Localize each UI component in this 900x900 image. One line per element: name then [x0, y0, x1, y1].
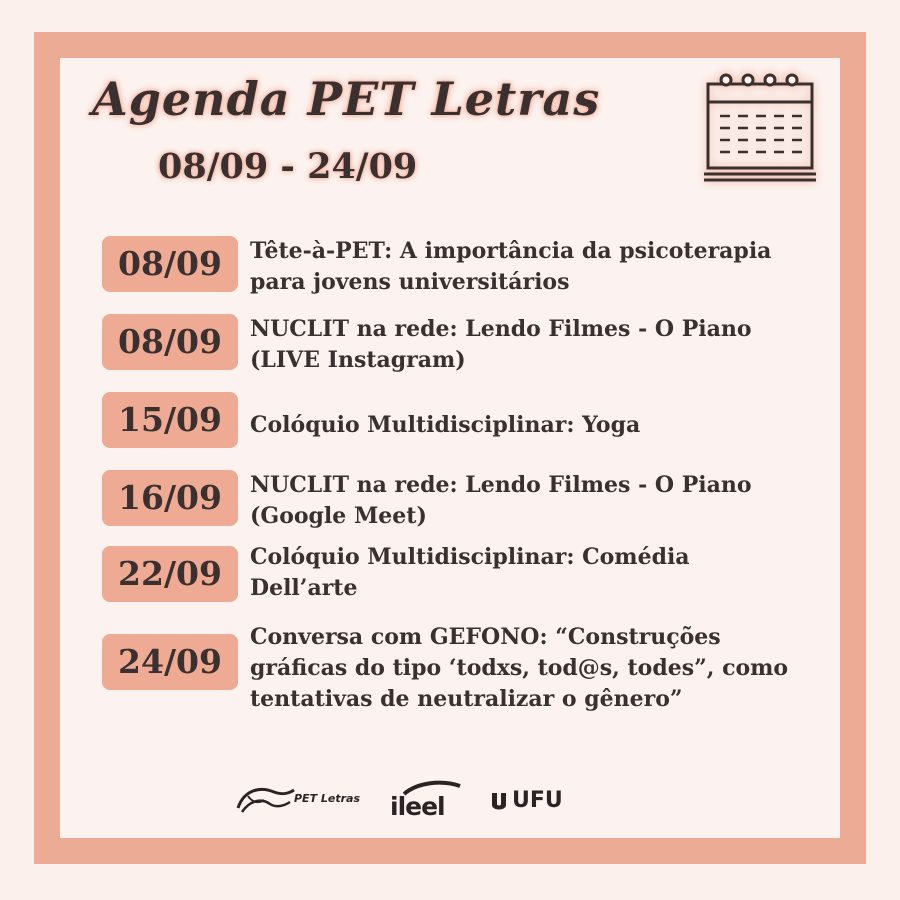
- partner-logos: [234, 776, 594, 830]
- event-description: [250, 236, 820, 298]
- pet-letras-logo-text: PET Letras: [294, 792, 361, 805]
- event-line: Colóquio Multidisciplinar: Comédia: [250, 544, 690, 570]
- event-item: [102, 470, 822, 532]
- ufu-emblem-icon: [490, 791, 508, 813]
- event-description: [250, 314, 820, 376]
- ufu-logo-text: UFU: [512, 788, 563, 813]
- event-description: [250, 410, 820, 441]
- event-line: para jovens universitários: [250, 269, 570, 295]
- event-item: [102, 314, 822, 376]
- event-date-badge: 22/09: [102, 546, 238, 602]
- event-line: Conversa com GEFONO: “Construções: [250, 624, 721, 650]
- event-line: Colóquio Multidisciplinar: Yoga: [250, 412, 641, 438]
- poster-title: Agenda PET Letras: [92, 72, 601, 126]
- event-line: tentativas de neutralizar o gênero”: [250, 686, 683, 712]
- event-description: [250, 470, 820, 532]
- event-description: [250, 542, 820, 604]
- event-date-badge: 15/09: [102, 392, 238, 448]
- event-date-badge: 08/09: [102, 236, 238, 292]
- date-range: 08/09 - 24/09: [158, 146, 418, 187]
- event-date-badge: 24/09: [102, 634, 238, 690]
- ileel-logo-text: ileel: [390, 792, 445, 821]
- pet-letras-logo: [234, 782, 364, 816]
- event-line: Tête-à-PET: A importância da psicoterapia: [250, 238, 772, 264]
- event-date-badge: 08/09: [102, 314, 238, 370]
- event-line: (LIVE Instagram): [250, 347, 466, 373]
- event-item: [102, 392, 822, 454]
- ileel-logo: [390, 776, 460, 830]
- event-line: Dell’arte: [250, 575, 358, 601]
- event-item: [102, 546, 822, 608]
- event-item: [102, 236, 822, 298]
- event-item: [102, 624, 822, 712]
- ufu-logo: [490, 788, 590, 818]
- event-description: [250, 622, 820, 715]
- event-line: NUCLIT na rede: Lendo Filmes - O Piano: [250, 316, 752, 342]
- event-line: NUCLIT na rede: Lendo Filmes - O Piano: [250, 472, 752, 498]
- calendar-icon: [700, 72, 822, 184]
- event-line: (Google Meet): [250, 503, 427, 529]
- pet-letras-emblem-icon: [234, 782, 296, 816]
- event-line: gráficas do tipo ‘todxs, tod@s, todes”, como: [250, 655, 789, 681]
- event-date-badge: 16/09: [102, 470, 238, 526]
